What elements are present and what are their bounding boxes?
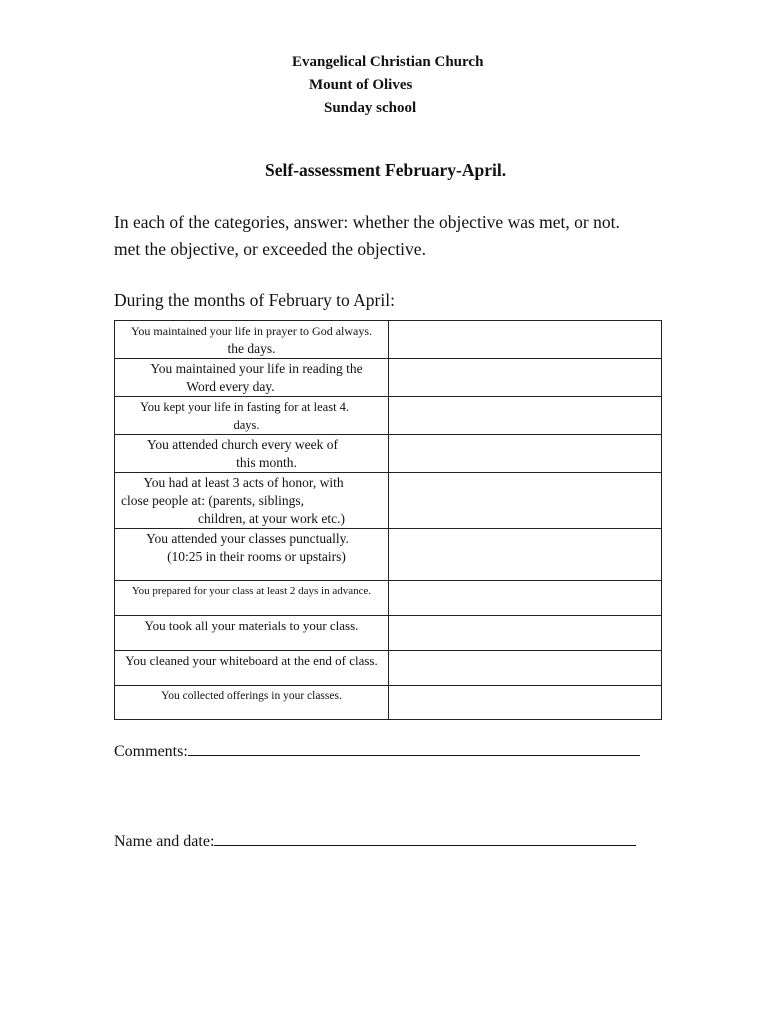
answer-cell[interactable] (389, 616, 662, 651)
objective-text: children, at your work etc.) (198, 511, 345, 526)
objective-cell (115, 473, 389, 529)
name-date-label: Name and date: (114, 833, 215, 850)
objective-cell (115, 435, 389, 473)
objective-text: You had at least 3 acts of honor, with (143, 475, 344, 490)
church-name: Evangelical Christian Church (292, 54, 484, 70)
answer-cell[interactable] (389, 686, 662, 720)
objective-text: You maintained your life in reading the (150, 361, 363, 376)
objective-text: You kept your life in fasting for at least 4. (139, 400, 350, 414)
name-date-field[interactable] (114, 830, 636, 851)
answer-cell[interactable] (389, 529, 662, 581)
answer-cell[interactable] (389, 359, 662, 397)
answer-cell[interactable] (389, 397, 662, 435)
table-row (115, 435, 662, 473)
objective-text: (10:25 in their rooms or upstairs) (167, 549, 346, 564)
answer-cell[interactable] (389, 321, 662, 359)
instructions-line-2: met the objective, or exceeded the objective. (114, 239, 426, 259)
objective-cell (115, 359, 389, 397)
table-row (115, 529, 662, 581)
table-row (115, 473, 662, 529)
objective-text: You took all your materials to your class. (144, 618, 359, 633)
objective-text: You cleaned your whiteboard at the end of class. (125, 653, 378, 668)
objective-cell (115, 616, 389, 651)
objective-text: this month. (236, 455, 297, 470)
lead-in-text: During the months of February to April: (114, 290, 395, 310)
comments-field[interactable] (114, 740, 640, 761)
table-row (115, 397, 662, 435)
objective-text: You collected offerings in your classes. (161, 690, 342, 702)
answer-cell[interactable] (389, 581, 662, 616)
church-location: Mount of Olives (309, 77, 413, 93)
objective-text: Word every day. (186, 379, 275, 394)
instructions-line-1: In each of the categories, answer: whether the objective was met, or not. (114, 212, 620, 232)
objective-text: the days. (227, 341, 276, 356)
table-row (115, 616, 662, 651)
objective-cell (115, 581, 389, 616)
objective-text: days. (233, 418, 260, 432)
page-title: Self-assessment February-April. (265, 160, 507, 180)
objective-cell (115, 651, 389, 686)
table-row (115, 321, 662, 359)
objective-cell (115, 686, 389, 720)
comments-label: Comments: (114, 743, 188, 760)
school-name: Sunday school (324, 100, 417, 116)
objective-text: You maintained your life in prayer to God always. (130, 324, 373, 338)
objective-cell (115, 529, 389, 581)
table-row (115, 359, 662, 397)
objective-cell (115, 397, 389, 435)
table-row (115, 686, 662, 720)
objective-text: You attended your classes punctually. (146, 531, 349, 546)
objective-text: close people at: (parents, siblings, (121, 493, 304, 508)
assessment-table (114, 320, 662, 720)
name-date-line[interactable] (214, 830, 636, 846)
answer-cell[interactable] (389, 435, 662, 473)
table-row (115, 651, 662, 686)
objective-cell (115, 321, 389, 359)
comments-line[interactable] (188, 740, 640, 756)
objective-text: You attended church every week of (147, 437, 338, 452)
answer-cell[interactable] (389, 473, 662, 529)
answer-cell[interactable] (389, 651, 662, 686)
objective-text: You prepared for your class at least 2 days in advance. (131, 585, 372, 597)
table-row (115, 581, 662, 616)
